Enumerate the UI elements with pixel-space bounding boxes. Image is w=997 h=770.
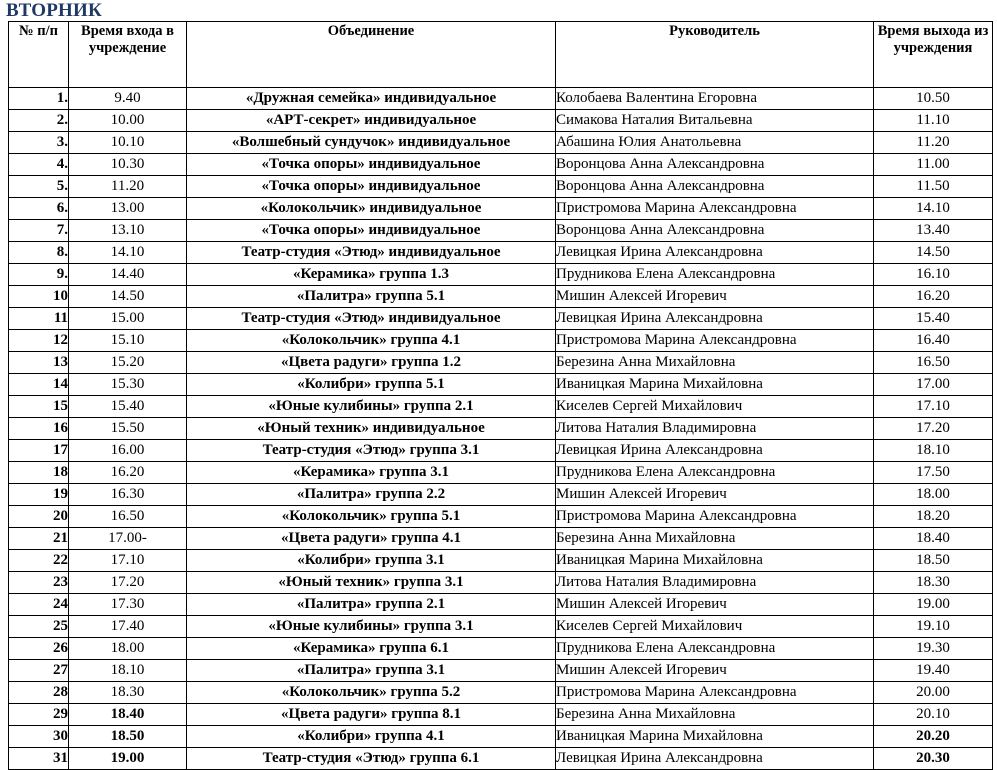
time-in-cell: 14.10 [69,242,187,264]
club-cell: «Цвета радуги» группа 1.2 [187,352,556,374]
row-number: 6. [9,198,69,220]
leader-cell: Левицкая Ирина Александровна [556,440,874,462]
table-row [9,132,993,154]
row-number: 10 [9,286,69,308]
time-out-cell: 14.50 [874,242,993,264]
leader-cell: Левицкая Ирина Александровна [556,242,874,264]
row-number: 4. [9,154,69,176]
leader-cell: Прудникова Елена Александровна [556,462,874,484]
time-in-cell: 17.30 [69,594,187,616]
table-row [9,352,993,374]
time-in-cell: 13.10 [69,220,187,242]
club-cell: «Цвета радуги» группа 8.1 [187,704,556,726]
table-row [9,396,993,418]
time-out-cell: 15.40 [874,308,993,330]
time-in-cell: 18.40 [69,704,187,726]
row-number: 27 [9,660,69,682]
leader-cell: Воронцова Анна Александровна [556,220,874,242]
leader-cell: Мишин Алексей Игоревич [556,660,874,682]
table-row [9,550,993,572]
leader-cell: Левицкая Ирина Александровна [556,748,874,770]
leader-cell: Иваницкая Марина Михайловна [556,550,874,572]
time-out-cell: 17.20 [874,418,993,440]
leader-cell: Мишин Алексей Игоревич [556,286,874,308]
row-number: 20 [9,506,69,528]
row-number: 28 [9,682,69,704]
header-club: Объединение [187,22,556,88]
table-row [9,462,993,484]
table-row [9,286,993,308]
time-in-cell: 14.40 [69,264,187,286]
time-in-cell: 19.00 [69,748,187,770]
leader-cell: Литова Наталия Владимировна [556,418,874,440]
row-number: 29 [9,704,69,726]
table-row [9,440,993,462]
leader-cell: Березина Анна Михайловна [556,528,874,550]
row-number: 11 [9,308,69,330]
club-cell: «Точка опоры» индивидуальное [187,154,556,176]
table-row [9,572,993,594]
row-number: 23 [9,572,69,594]
time-in-cell: 10.00 [69,110,187,132]
time-in-cell: 15.50 [69,418,187,440]
time-in-cell: 15.20 [69,352,187,374]
time-out-cell: 16.40 [874,330,993,352]
leader-cell: Литова Наталия Владимировна [556,572,874,594]
time-out-cell: 18.40 [874,528,993,550]
time-in-cell: 15.00 [69,308,187,330]
club-cell: «Точка опоры» индивидуальное [187,220,556,242]
time-in-cell: 18.50 [69,726,187,748]
row-number: 12 [9,330,69,352]
club-cell: «Колокольчик» группа 4.1 [187,330,556,352]
time-out-cell: 11.00 [874,154,993,176]
row-number: 9. [9,264,69,286]
row-number: 22 [9,550,69,572]
club-cell: «Волшебный сундучок» индивидуальное [187,132,556,154]
time-in-cell: 17.40 [69,616,187,638]
header-time-out: Время выхода из учреждения [874,22,993,88]
club-cell: «Колибри» группа 3.1 [187,550,556,572]
table-row [9,154,993,176]
club-cell: «Точка опоры» индивидуальное [187,176,556,198]
leader-cell: Пристромова Марина Александровна [556,506,874,528]
time-in-cell: 11.20 [69,176,187,198]
time-out-cell: 14.10 [874,198,993,220]
time-in-cell: 17.20 [69,572,187,594]
leader-cell: Пристромова Марина Александровна [556,330,874,352]
row-number: 21 [9,528,69,550]
time-out-cell: 20.00 [874,682,993,704]
club-cell: «Керамика» группа 1.3 [187,264,556,286]
table-row [9,506,993,528]
row-number: 5. [9,176,69,198]
club-cell: «Колибри» группа 5.1 [187,374,556,396]
header-time-in: Время входа в учреждение [69,22,187,88]
time-in-cell: 13.00 [69,198,187,220]
time-in-cell: 16.00 [69,440,187,462]
leader-cell: Симакова Наталия Витальевна [556,110,874,132]
leader-cell: Березина Анна Михайловна [556,352,874,374]
row-number: 17 [9,440,69,462]
leader-cell: Иваницкая Марина Михайловна [556,726,874,748]
time-in-cell: 15.30 [69,374,187,396]
leader-cell: Мишин Алексей Игоревич [556,594,874,616]
time-out-cell: 18.30 [874,572,993,594]
schedule-body [9,88,993,770]
row-number: 2. [9,110,69,132]
leader-cell: Колобаева Валентина Егоровна [556,88,874,110]
table-row [9,308,993,330]
table-row [9,264,993,286]
club-cell: «Палитра» группа 2.2 [187,484,556,506]
club-cell: «Юный техник» группа 3.1 [187,572,556,594]
row-number: 14 [9,374,69,396]
row-number: 3. [9,132,69,154]
row-number: 1. [9,88,69,110]
row-number: 15 [9,396,69,418]
time-in-cell: 17.00- [69,528,187,550]
table-row [9,176,993,198]
club-cell: «Юные кулибины» группа 2.1 [187,396,556,418]
table-row [9,242,993,264]
club-cell: «Юный техник» индивидуальное [187,418,556,440]
time-in-cell: 18.30 [69,682,187,704]
time-out-cell: 19.10 [874,616,993,638]
table-row [9,616,993,638]
time-in-cell: 16.50 [69,506,187,528]
time-in-cell: 18.10 [69,660,187,682]
table-row [9,704,993,726]
leader-cell: Прудникова Елена Александровна [556,638,874,660]
club-cell: Театр-студия «Этюд» индивидуальное [187,308,556,330]
time-out-cell: 19.30 [874,638,993,660]
time-in-cell: 10.30 [69,154,187,176]
table-row [9,198,993,220]
schedule-table [8,21,993,770]
leader-cell: Киселев Сергей Михайлович [556,396,874,418]
time-out-cell: 17.50 [874,462,993,484]
time-in-cell: 9.40 [69,88,187,110]
time-out-cell: 11.50 [874,176,993,198]
club-cell: «Дружная семейка» индивидуальное [187,88,556,110]
club-cell: «Палитра» группа 3.1 [187,660,556,682]
leader-cell: Мишин Алексей Игоревич [556,484,874,506]
time-in-cell: 17.10 [69,550,187,572]
time-out-cell: 10.50 [874,88,993,110]
club-cell: «Палитра» группа 2.1 [187,594,556,616]
table-row [9,88,993,110]
time-out-cell: 19.40 [874,660,993,682]
table-row [9,726,993,748]
row-number: 19 [9,484,69,506]
leader-cell: Березина Анна Михайловна [556,704,874,726]
leader-cell: Прудникова Елена Александровна [556,264,874,286]
time-out-cell: 20.20 [874,726,993,748]
time-out-cell: 18.10 [874,440,993,462]
table-row [9,220,993,242]
leader-cell: Киселев Сергей Михайлович [556,616,874,638]
time-out-cell: 11.20 [874,132,993,154]
time-in-cell: 14.50 [69,286,187,308]
club-cell: Театр-студия «Этюд» группа 3.1 [187,440,556,462]
table-row [9,418,993,440]
table-row [9,484,993,506]
time-out-cell: 17.10 [874,396,993,418]
time-out-cell: 20.10 [874,704,993,726]
table-row [9,330,993,352]
row-number: 7. [9,220,69,242]
row-number: 24 [9,594,69,616]
club-cell: Театр-студия «Этюд» группа 6.1 [187,748,556,770]
row-number: 30 [9,726,69,748]
time-out-cell: 13.40 [874,220,993,242]
club-cell: «Колокольчик» индивидуальное [187,198,556,220]
club-cell: «Юные кулибины» группа 3.1 [187,616,556,638]
club-cell: «Палитра» группа 5.1 [187,286,556,308]
time-in-cell: 16.20 [69,462,187,484]
table-row [9,660,993,682]
page-title: ВТОРНИК [6,0,102,21]
table-row [9,110,993,132]
leader-cell: Левицкая Ирина Александровна [556,308,874,330]
row-number: 31 [9,748,69,770]
time-out-cell: 18.50 [874,550,993,572]
time-in-cell: 15.40 [69,396,187,418]
time-in-cell: 18.00 [69,638,187,660]
row-number: 26 [9,638,69,660]
row-number: 16 [9,418,69,440]
club-cell: «Керамика» группа 3.1 [187,462,556,484]
header-num: № п/п [9,22,69,88]
table-row [9,594,993,616]
time-out-cell: 16.20 [874,286,993,308]
table-row [9,748,993,770]
time-out-cell: 16.50 [874,352,993,374]
header-leader: Руководитель [556,22,874,88]
row-number: 13 [9,352,69,374]
row-number: 8. [9,242,69,264]
time-out-cell: 19.00 [874,594,993,616]
club-cell: «Керамика» группа 6.1 [187,638,556,660]
club-cell: Театр-студия «Этюд» индивидуальное [187,242,556,264]
row-number: 18 [9,462,69,484]
time-out-cell: 18.00 [874,484,993,506]
club-cell: «АРТ-секрет» индивидуальное [187,110,556,132]
leader-cell: Воронцова Анна Александровна [556,154,874,176]
leader-cell: Иваницкая Марина Михайловна [556,374,874,396]
header-row [9,22,993,88]
table-row [9,682,993,704]
leader-cell: Пристромова Марина Александровна [556,198,874,220]
club-cell: «Колокольчик» группа 5.1 [187,506,556,528]
club-cell: «Цвета радуги» группа 4.1 [187,528,556,550]
table-row [9,638,993,660]
time-out-cell: 17.00 [874,374,993,396]
table-row [9,528,993,550]
leader-cell: Абашина Юлия Анатольевна [556,132,874,154]
time-out-cell: 16.10 [874,264,993,286]
table-row [9,374,993,396]
time-out-cell: 20.30 [874,748,993,770]
row-number: 25 [9,616,69,638]
club-cell: «Колибри» группа 4.1 [187,726,556,748]
leader-cell: Пристромова Марина Александровна [556,682,874,704]
time-in-cell: 16.30 [69,484,187,506]
leader-cell: Воронцова Анна Александровна [556,176,874,198]
club-cell: «Колокольчик» группа 5.2 [187,682,556,704]
time-out-cell: 18.20 [874,506,993,528]
time-in-cell: 10.10 [69,132,187,154]
time-in-cell: 15.10 [69,330,187,352]
time-out-cell: 11.10 [874,110,993,132]
